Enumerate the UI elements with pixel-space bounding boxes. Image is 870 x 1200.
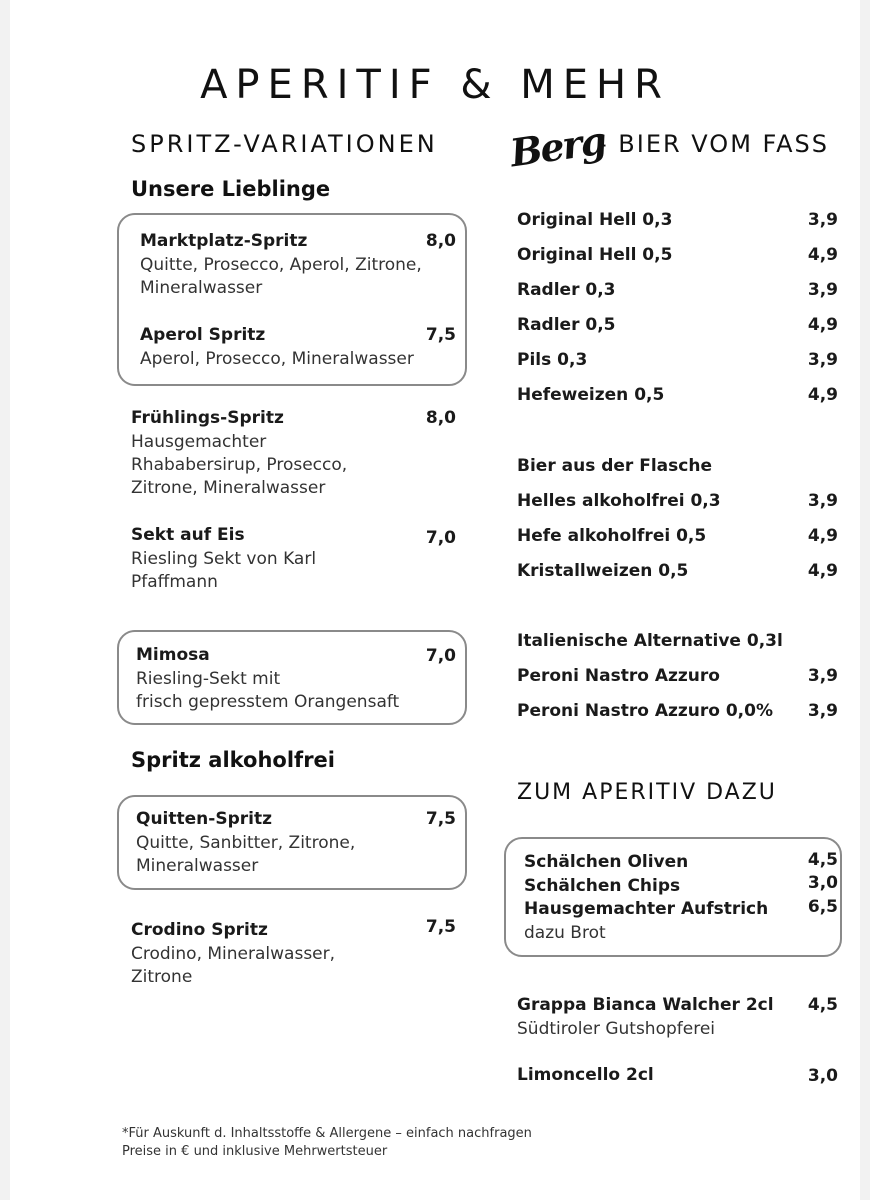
menu-item-price: 8,0 xyxy=(425,231,456,251)
beer-heading: - BIER VOM FASS xyxy=(598,130,830,158)
allergen-note: *Für Auskunft d. Inhaltsstoffe & Allergene – einfach nachfragen xyxy=(122,1126,532,1141)
menu-item-name: Aperol Spritz xyxy=(140,325,266,345)
menu-item-name: Mimosa xyxy=(136,645,210,665)
snack-item-name: Schälchen Oliven xyxy=(524,852,689,872)
beer-item-price: 4,9 xyxy=(807,315,838,335)
menu-item-price: 7,5 xyxy=(425,809,456,829)
beer-item-name: Original Hell 0,5 xyxy=(517,245,673,265)
snack-note: dazu Brot xyxy=(524,923,606,943)
favorites-heading: Unsere Lieblinge xyxy=(131,177,331,201)
menu-item-name: Sekt auf Eis xyxy=(131,525,245,545)
price-note: Preise in € und inklusive Mehrwertsteuer xyxy=(122,1144,388,1159)
spirit-item-name: Grappa Bianca Walcher 2cl xyxy=(517,995,774,1015)
snack-item-name: Hausgemachter Aufstrich xyxy=(524,899,769,919)
beer-item-price: 3,9 xyxy=(807,701,838,721)
menu-item-name: Quitten-Spritz xyxy=(136,809,272,829)
beer-item-name: Helles alkoholfrei 0,3 xyxy=(517,491,721,511)
menu-item-price: 7,0 xyxy=(425,528,456,548)
menu-item-desc: Riesling-Sekt mit frisch gepresstem Orangensaft xyxy=(136,669,400,712)
snack-item-price: 3,0 xyxy=(807,873,838,893)
menu-item-name: Marktplatz-Spritz xyxy=(140,231,308,251)
beer-item-price: 4,9 xyxy=(807,561,838,581)
beer-item-price: 3,9 xyxy=(807,350,838,370)
menu-item-name: Frühlings-Spritz xyxy=(131,408,284,428)
menu-item-price: 8,0 xyxy=(425,408,456,428)
beer-item-name: Hefe alkoholfrei 0,5 xyxy=(517,526,707,546)
snack-item-price: 4,5 xyxy=(807,850,838,870)
snack-item-name: Schälchen Chips xyxy=(524,876,681,896)
menu-item-price: 7,0 xyxy=(425,646,456,666)
spirit-item-name: Limoncello 2cl xyxy=(517,1065,654,1085)
menu-item-name: Crodino Spritz xyxy=(131,920,268,940)
beer-item-name: Kristallweizen 0,5 xyxy=(517,561,689,581)
beer-item-name: Peroni Nastro Azzuro 0,0% xyxy=(517,701,774,721)
menu-item-desc: Quitte, Sanbitter, Zitrone, Mineralwasser xyxy=(136,833,356,876)
bottle-heading: Bier aus der Flasche xyxy=(517,456,712,476)
menu-item-desc: Crodino, Mineralwasser, Zitrone xyxy=(131,944,336,987)
beer-item-price: 3,9 xyxy=(807,210,838,230)
menu-item-desc: Quitte, Prosecco, Aperol, Zitrone, Mineralwasser xyxy=(140,255,422,298)
italian-heading: Italienische Alternative 0,3l xyxy=(517,631,783,651)
spritz-heading: SPRITZ-VARIATIONEN xyxy=(131,130,438,158)
spirit-item-desc: Südtiroler Gutshopferei xyxy=(517,1019,716,1039)
menu-item-desc: Hausgemachter Rhababersirup, Prosecco, Zitrone, Mineralwasser xyxy=(131,432,348,498)
snacks-heading: ZUM APERITIV DAZU xyxy=(517,780,777,805)
beer-item-name: Pils 0,3 xyxy=(517,350,588,370)
beer-item-price: 4,9 xyxy=(807,526,838,546)
page-title: APERITIF & MEHR xyxy=(200,62,670,108)
beer-item-price: 3,9 xyxy=(807,491,838,511)
spirit-item-price: 4,5 xyxy=(807,995,838,1015)
menu-item-price: 7,5 xyxy=(425,917,456,937)
alcohol-free-heading: Spritz alkoholfrei xyxy=(131,748,335,772)
spirit-item-price: 3,0 xyxy=(807,1066,838,1086)
beer-item-price: 3,9 xyxy=(807,280,838,300)
beer-item-name: Original Hell 0,3 xyxy=(517,210,673,230)
berg-logo: Berg xyxy=(507,117,608,176)
beer-item-name: Radler 0,3 xyxy=(517,280,616,300)
snack-item-price: 6,5 xyxy=(807,897,838,917)
beer-item-price: 3,9 xyxy=(807,666,838,686)
menu-item-desc: Aperol, Prosecco, Mineralwasser xyxy=(140,349,414,369)
beer-item-price: 4,9 xyxy=(807,245,838,265)
beer-item-price: 4,9 xyxy=(807,385,838,405)
menu-item-price: 7,5 xyxy=(425,325,456,345)
menu-item-desc: Riesling Sekt von Karl Pfaffmann xyxy=(131,549,317,592)
beer-item-name: Hefeweizen 0,5 xyxy=(517,385,665,405)
menu-page xyxy=(10,0,860,1200)
beer-item-name: Peroni Nastro Azzuro xyxy=(517,666,720,686)
beer-item-name: Radler 0,5 xyxy=(517,315,616,335)
